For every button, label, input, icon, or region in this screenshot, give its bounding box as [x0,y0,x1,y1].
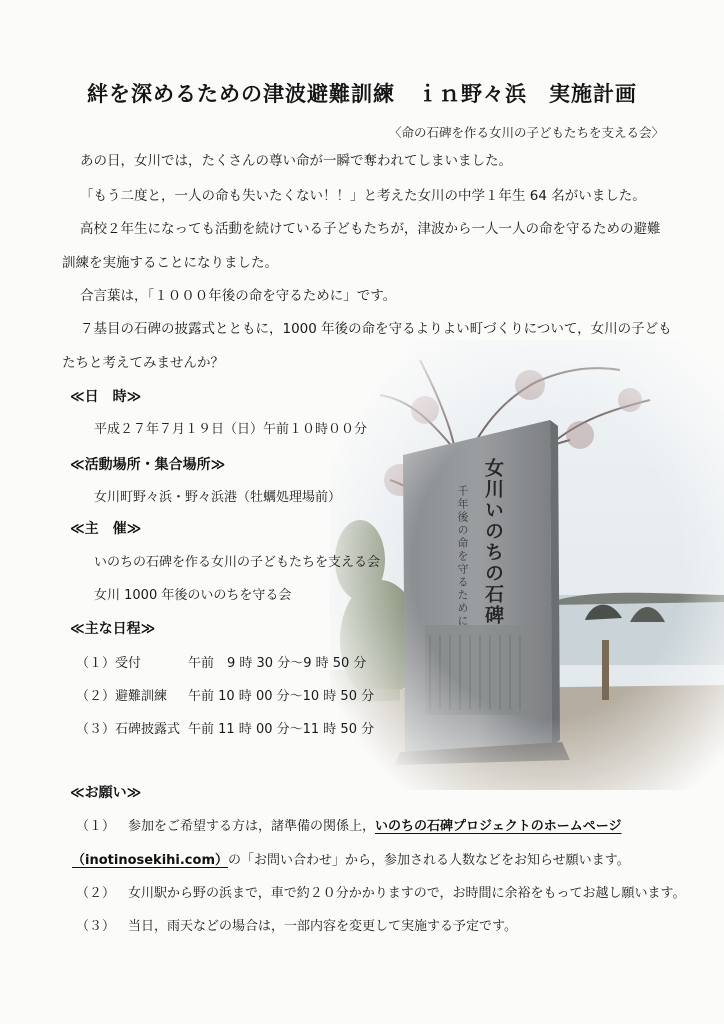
monument-photo [330,340,724,790]
schedule-label: （２）避難訓練 [76,689,168,704]
request-text: 女川駅から野の浜まで，車で約２０分かかりますので，お時間に余裕をもってお越し願います。 [128,886,686,901]
date-value: 平成２７年７月１９日（日）午前１０時００分 [94,422,368,437]
schedule-row [76,718,374,737]
schedule-time: 午前 9 時 30 分～9 時 50 分 [188,656,367,671]
request-item-1 [76,815,622,834]
request-number: （１） [76,819,116,834]
request-item-3 [76,915,517,934]
homepage-url-link[interactable]: （inotinosekihi.com） [72,853,228,868]
host-item-2: 女川 1000 年後のいのちを守る会 [94,588,292,603]
host-item-1: いのちの石碑を作る女川の子どもたちを支える会 [94,555,381,570]
page-subtitle: 〈命の石碑を作る女川の子どもたちを支える会〉 [388,125,664,140]
intro-line-1: あの日，女川では，たくさんの尊い命が一瞬で奪われてしまいました。 [80,153,512,169]
intro-line-4: 訓練を実施することになりました。 [62,255,278,271]
monument-title: 女川いのちの石碑 [482,458,504,626]
homepage-link[interactable]: いのちの石碑プロジェクトのホームページ [375,819,622,834]
schedule-row [76,685,374,704]
intro-line-7: たちと考えてみませんか？ [62,355,224,371]
request-item-1-cont [72,849,630,868]
request-number: （３） [76,919,116,934]
schedule-time: 午前 10 時 00 分～10 時 50 分 [188,689,375,704]
intro-line-5: 合言葉は，「１０００年後の命を守るために」です。 [80,288,397,304]
request-heading: ≪お願い≫ [70,785,142,801]
schedule-row [76,652,366,671]
intro-line-2: 「もう二度と，一人の命も失いたくない！！」と考えた女川の中学１年生 64 名がいました。 [80,188,646,204]
intro-line-3: 高校２年生になっても活動を続けている子どもたちが，津波から一人一人の命を守るための避難 [80,221,661,237]
host-heading: ≪主 催≫ [70,521,142,537]
request-text: 当日，雨天などの場合は，一部内容を変更して実施する予定です。 [128,919,517,934]
place-heading: ≪活動場所・集合場所≫ [70,457,226,473]
request-item-2 [76,882,685,901]
intro-line-6: ７基目の石碑の披露式とともに，1000 年後の命を守るよりよい町づくりについて，女川の子ども [80,321,672,337]
request-text: 参加をご希望する方は，諸準備の関係上， [128,819,376,834]
date-heading: ≪日 時≫ [70,389,142,405]
schedule-label: （１）受付 [76,656,142,671]
monument-subtitle: 千年後の命を守るために [456,485,469,628]
place-value: 女川町野々浜・野々浜港（牡蠣処理場前） [94,490,342,505]
schedule-heading: ≪主な日程≫ [70,621,156,637]
request-text: の「お問い合わせ」から，参加される人数などをお知らせ願います。 [228,853,630,868]
schedule-label: （３）石碑披露式 [76,722,181,737]
schedule-time: 午前 11 時 00 分～11 時 50 分 [188,722,375,737]
request-number: （２） [76,886,116,901]
page-title: 絆を深めるための津波避難訓練 ｉｎ野々浜 実施計画 [87,82,637,106]
